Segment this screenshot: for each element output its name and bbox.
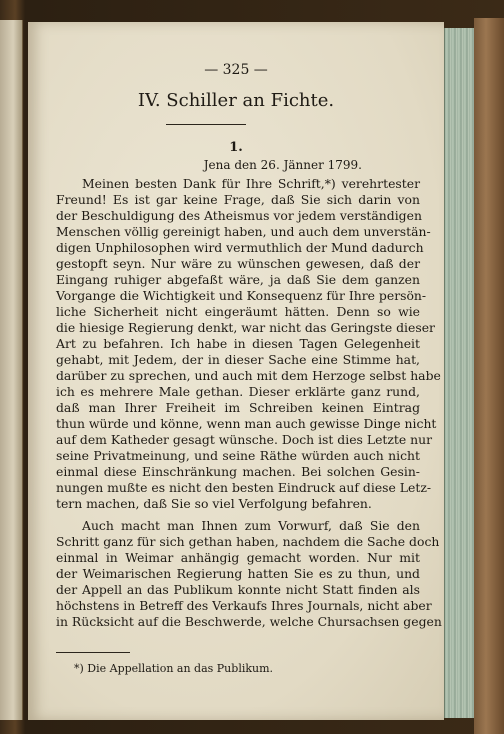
text-line: die hiesige Regierung denkt, war nicht das Geringste dieser — [56, 320, 435, 335]
text-line: in Rücksicht auf die Beschwerde, welche Chursachsen gegen — [56, 614, 442, 629]
text-line: gehabt, mit Jedem, der in dieser Sache eine Stimme hat, — [56, 352, 420, 367]
dateline: Jena den 26. Jänner 1799. — [203, 158, 362, 172]
chapter-heading: IV. Schiller an Fichte. — [137, 90, 335, 111]
text-line: thun würde und könne, wenn man auch gewisse Dinge nicht — [56, 416, 437, 431]
page-block-edge — [444, 28, 475, 718]
text-line: gestopft seyn. Nur wäre zu wünschen gewesen, daß der — [56, 256, 420, 271]
text-line: ich es mehrere Male gethan. Dieser erklärte ganz rund, — [56, 384, 420, 399]
text-line: tern machen, daß Sie so viel Verfolgung befahren. — [56, 496, 372, 511]
text-line: daß man Ihrer Freiheit im Schreiben keinen Eintrag — [56, 400, 420, 415]
text-line: Freund! Es ist gar keine Frage, daß Sie sich darin von — [56, 192, 420, 207]
text-line: seine Privatmeinung, und seine Räthe würden auch nicht — [56, 448, 420, 463]
text-line: der Appell an das Publikum konnte nicht Statt finden als — [56, 582, 420, 597]
text-line: Schritt ganz für sich gethan haben, nachdem die Sache doch — [56, 534, 440, 549]
text-line: der Beschuldigung des Atheismus vor jedem verständigen — [56, 208, 422, 223]
text-line: Meinen besten Dank für Ihre Schrift,*) verehrtester — [82, 176, 420, 191]
page-number: — 325 — — [204, 62, 268, 78]
text-line: darüber zu sprechen, und auch mit dem Herzoge selbst habe — [56, 368, 441, 383]
footnote: *) Die Appellation an das Publikum. — [74, 662, 274, 675]
text-line: digen Unphilosophen wird vermuthlich der Mund dadurch — [56, 240, 424, 255]
text-line: Menschen völlig gereinigt haben, und auch dem unverstän- — [56, 224, 431, 239]
text-line: Auch macht man Ihnen zum Vorwurf, daß Sie den — [82, 518, 420, 533]
footnote-rule — [56, 652, 130, 653]
page-text — [28, 22, 444, 720]
text-line: der Weimarischen Regierung hatten Sie es zu thun, und — [56, 566, 420, 581]
text-line: höchstens in Betreff des Verkaufs Ihres Journals, nicht aber — [56, 598, 432, 613]
text-line: liche Sicherheit nicht eingeräumt hätten. Denn so wie — [56, 304, 420, 319]
left-page-edge — [0, 20, 23, 720]
letter-number: 1. — [229, 140, 243, 155]
text-line: Eingang ruhiger abgefaßt wäre, ja daß Sie dem ganzen — [56, 272, 420, 287]
page — [28, 22, 444, 720]
text-line: Vorgange die Wichtigkeit und Konsequenz für Ihre persön- — [56, 288, 427, 303]
text-line: Art zu befahren. Ich habe in diesen Tagen Gelegenheit — [56, 336, 420, 351]
text-line: nungen mußte es nicht den besten Eindruck auf diese Letz- — [56, 480, 432, 495]
text-line: einmal diese Einschränkung machen. Bei solchen Gesin- — [56, 464, 420, 479]
text-line: einmal in Weimar anhängig gemacht worden. Nur mit — [56, 550, 420, 565]
heading-rule — [166, 124, 246, 125]
text-line: auf dem Katheder gesagt wünsche. Doch ist dies Letzte nur — [56, 432, 433, 447]
book-cover — [474, 18, 504, 734]
